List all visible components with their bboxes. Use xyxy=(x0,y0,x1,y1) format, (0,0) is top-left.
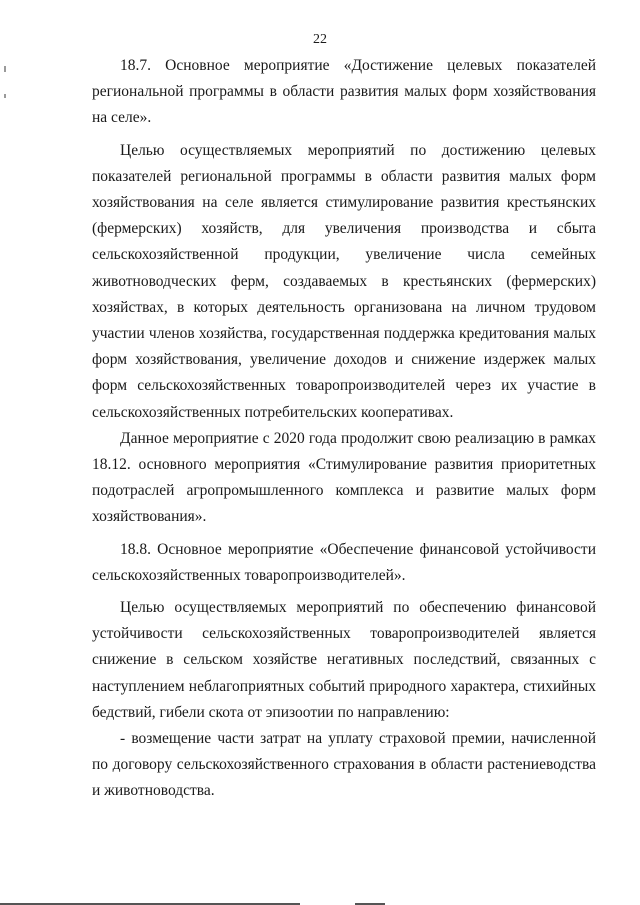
paragraph-section-18-7-continuation: Данное мероприятие с 2020 года продолжит свою реализацию в рамках 18.12. основного мероприятия «Стимулирование развития приоритетных подотраслей агропромышленного комплекса и развитие малых форм хозяйствования». xyxy=(92,429,596,526)
paragraph-section-18-8-heading: 18.8. Основное мероприятие «Обеспечение финансовой устойчивости сельскохозяйственных товаропроизводителей». xyxy=(92,540,596,584)
scan-margin-mark xyxy=(4,66,6,72)
paragraph-section-18-7-goal: Целью осуществляемых мероприятий по достижению целевых показателей региональной программы в области развития малых форм хозяйствования на селе является стимулирование развития крестьянских (фермерских) хозяйств, для увеличения производства и сбыта сельскохозяйственной продукции, увеличение числа семейных животноводческих ферм, создаваемых в крестьянских (фермерских) хозяйствах, в которых деятельность организована на личном трудовом участии членов хозяйства, государственная поддержка кредитования малых форм хозяйствования, увеличение доходов и снижение издержек малых форм сельскохозяйственных товаропроизводителей через их участие в сельскохозяйственных потребительских кооперативах. xyxy=(92,141,596,421)
paragraph-section-18-8-goal: Целью осуществляемых мероприятий по обеспечению финансовой устойчивости сельскохозяйственных товаропроизводителей является снижение в сельском хозяйстве негативных последствий, связанных с наступлением неблагоприятных событий природного характера, стихийных бедствий, гибели скота от эпизоотии по направлению: xyxy=(92,599,596,721)
document-body xyxy=(92,53,596,805)
page-number: 22 xyxy=(313,32,327,47)
paragraph-insurance-item: - возмещение части затрат на уплату страховой премии, начисленной по договору сельскохозяйственного страхования в области растениеводства и животноводства. xyxy=(92,730,596,800)
scan-margin-mark xyxy=(4,94,6,98)
paragraph-section-18-7-heading: 18.7. Основное мероприятие «Достижение целевых показателей региональной программы в области развития малых форм хозяйствования на селе». xyxy=(92,57,596,127)
